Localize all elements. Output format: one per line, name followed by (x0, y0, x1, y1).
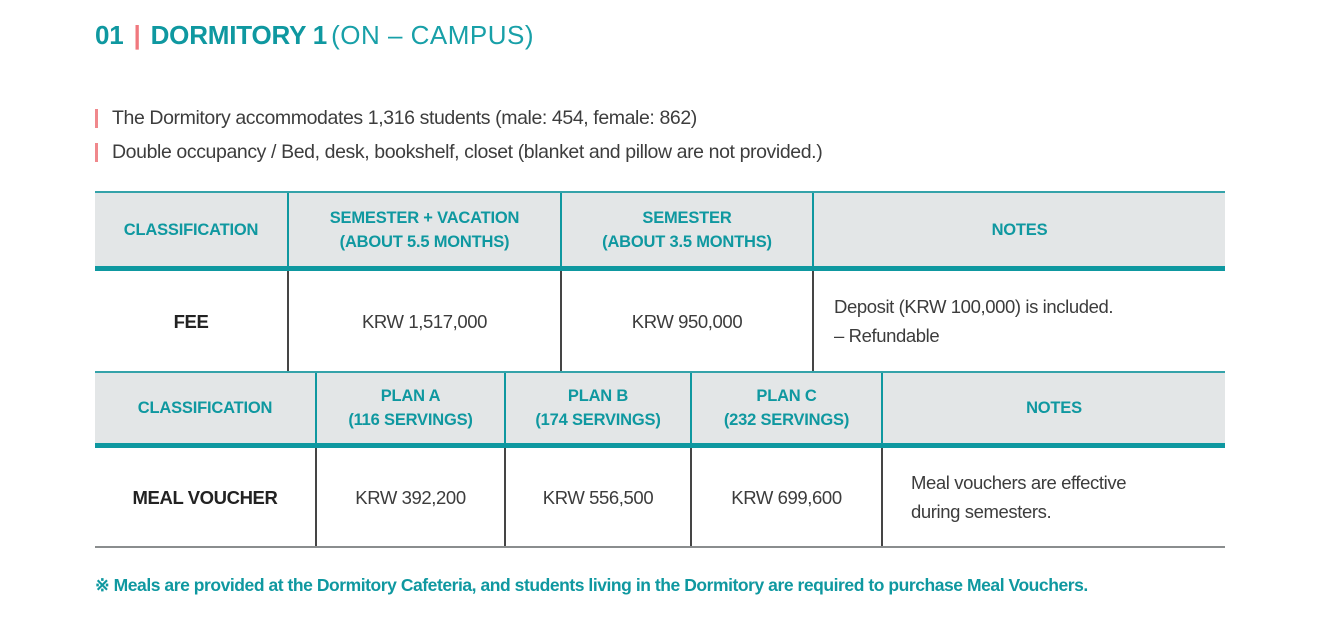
fee-table-row (95, 271, 1225, 371)
fee-table (95, 191, 1225, 371)
meal-notes-cell (881, 448, 1225, 546)
meal-notes-line1: Meal vouchers are effective (911, 472, 1127, 493)
meal-plan-a-value: KRW 392,200 (315, 448, 504, 546)
meal-plan-c-value: KRW 699,600 (690, 448, 881, 546)
meal-header-plan-a: PLAN A (116 SERVINGS) (315, 373, 504, 443)
fee-semester-vacation-value: KRW 1,517,000 (287, 271, 560, 371)
list-item (95, 141, 1225, 164)
bullet-list (95, 107, 1225, 164)
fee-header-notes: NOTES (812, 193, 1225, 266)
meal-table-header (95, 371, 1225, 448)
title-text: DORMITORY 1 (150, 20, 328, 50)
title-separator: | (133, 20, 141, 50)
bullet-text: The Dormitory accommodates 1,316 students (male: 454, female: 862) (112, 107, 697, 129)
meal-plan-b-value: KRW 556,500 (504, 448, 690, 546)
footnote: ※ Meals are provided at the Dormitory Cafeteria, and students living in the Dormitory are required to purchase Meal Vouchers. (95, 575, 1088, 595)
meal-row-label: MEAL VOUCHER (132, 486, 278, 508)
bullet-text: Double occupancy / Bed, desk, bookshelf, closet (blanket and pillow are not provided.) (112, 141, 823, 163)
meal-header-plan-b: PLAN B (174 SERVINGS) (504, 373, 690, 443)
section-number: 01 (95, 20, 124, 50)
title-qualifier: (ON – CAMPUS) (331, 20, 535, 50)
fee-row-label: FEE (173, 310, 209, 332)
fee-notes-cell (812, 271, 1225, 371)
fee-semester-value: KRW 950,000 (560, 271, 812, 371)
bullet-bar-icon (95, 109, 98, 128)
meal-header-notes: NOTES (881, 373, 1225, 443)
meal-table-row (95, 448, 1225, 548)
list-item (95, 107, 1225, 130)
fee-notes-line1: Deposit (KRW 100,000) is included. (834, 296, 1114, 317)
fee-header-classification: CLASSIFICATION (123, 220, 259, 239)
meal-header-plan-c: PLAN C (232 SERVINGS) (690, 373, 881, 443)
meal-header-classification: CLASSIFICATION (137, 399, 273, 417)
meal-voucher-table (95, 371, 1225, 548)
page-title (95, 20, 1225, 51)
fee-table-header (95, 191, 1225, 271)
meal-notes-line2: during semesters. (911, 501, 1052, 522)
bullet-bar-icon (95, 143, 98, 162)
fee-notes-line2: – Refundable (834, 325, 940, 346)
fee-header-semester: SEMESTER (ABOUT 3.5 MONTHS) (560, 193, 812, 266)
fee-header-semester-vacation: SEMESTER + VACATION (ABOUT 5.5 MONTHS) (287, 193, 560, 266)
